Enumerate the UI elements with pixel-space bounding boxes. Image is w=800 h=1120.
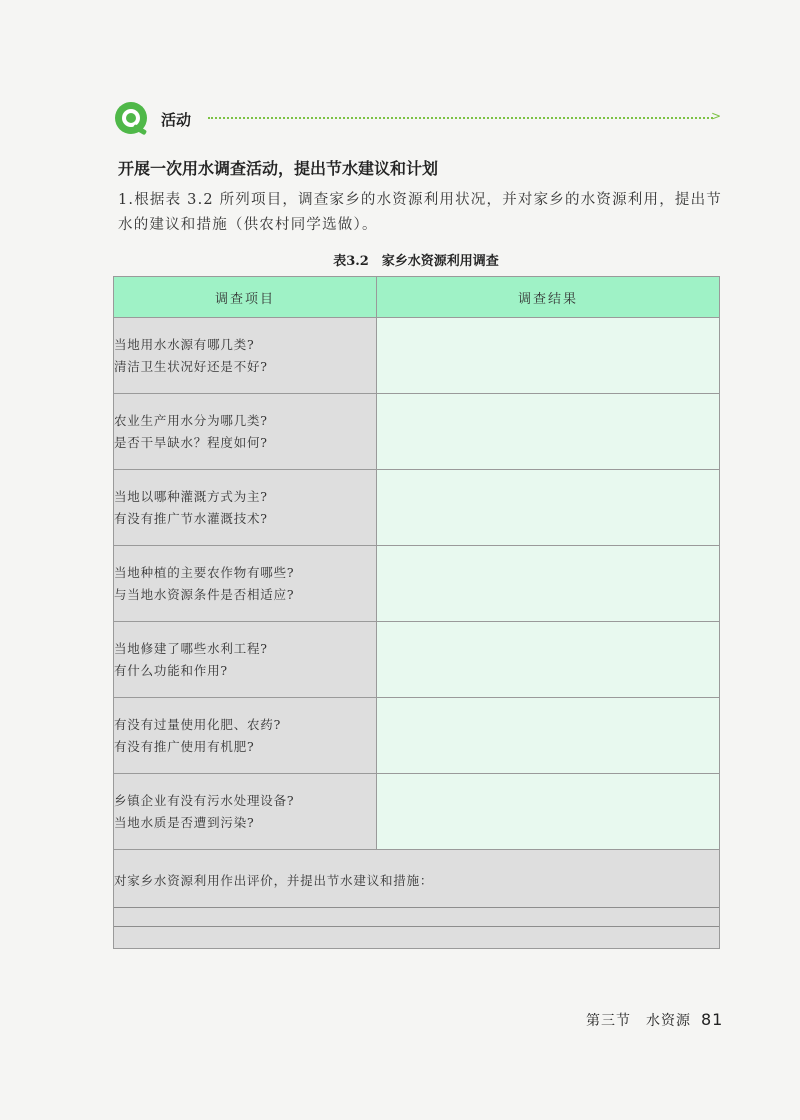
page-footer bbox=[586, 1010, 723, 1030]
survey-question: 当地种植的主要农作物有哪些? bbox=[114, 564, 295, 580]
survey-item-cell bbox=[114, 394, 377, 470]
table-row bbox=[114, 698, 720, 774]
survey-question: 与当地水资源条件是否相适应? bbox=[114, 586, 295, 602]
arrow-right-icon: > bbox=[711, 109, 722, 123]
survey-result-cell[interactable] bbox=[377, 546, 720, 622]
survey-question: 当地修建了哪些水利工程? bbox=[114, 640, 268, 656]
table-row bbox=[114, 470, 720, 546]
survey-item-cell bbox=[114, 546, 377, 622]
survey-item-cell bbox=[114, 318, 377, 394]
survey-result-cell[interactable] bbox=[377, 698, 720, 774]
survey-question: 当地水质是否遭到污染? bbox=[114, 814, 255, 830]
table-row bbox=[114, 622, 720, 698]
intro-paragraph: 1.根据表 3.2 所列项目，调查家乡的水资源利用状况，并对家乡的水资源利用，提出节水的建议和措施（供农村同学选做）。 bbox=[118, 192, 723, 233]
answer-line bbox=[114, 907, 719, 908]
table-row bbox=[114, 394, 720, 470]
survey-question: 乡镇企业有没有污水处理设备? bbox=[114, 792, 295, 808]
survey-question: 有没有过量使用化肥、农药? bbox=[114, 716, 282, 732]
survey-result-cell[interactable] bbox=[377, 318, 720, 394]
survey-question: 清洁卫生状况好还是不好? bbox=[114, 358, 268, 374]
header-survey-item: 调查项目 bbox=[114, 277, 377, 318]
table-row bbox=[114, 774, 720, 850]
survey-item-cell bbox=[114, 622, 377, 698]
survey-item-cell bbox=[114, 774, 377, 850]
survey-result-cell[interactable] bbox=[377, 470, 720, 546]
activity-label: 活动 bbox=[161, 111, 192, 129]
evaluation-prompt: 对家乡水资源利用作出评价，并提出节水建议和措施： bbox=[114, 873, 434, 888]
survey-question: 农业生产用水分为哪几类? bbox=[114, 412, 268, 428]
activity-dotted-rule bbox=[208, 117, 713, 119]
survey-question: 有没有推广使用有机肥? bbox=[114, 738, 255, 754]
survey-result-cell[interactable] bbox=[377, 394, 720, 470]
header-survey-result: 调查结果 bbox=[377, 277, 720, 318]
survey-question: 有没有推广节水灌溉技术? bbox=[114, 510, 268, 526]
table-header-row bbox=[114, 277, 720, 318]
survey-item-cell bbox=[114, 470, 377, 546]
page-number: 81 bbox=[701, 1010, 724, 1029]
survey-result-cell[interactable] bbox=[377, 622, 720, 698]
activity-heading: 开展一次用水调查活动，提出节水建议和计划 bbox=[118, 159, 439, 178]
answer-line bbox=[114, 926, 719, 927]
survey-item-cell bbox=[114, 698, 377, 774]
survey-question: 有什么功能和作用? bbox=[114, 662, 228, 678]
survey-result-cell[interactable] bbox=[377, 774, 720, 850]
activity-header bbox=[113, 100, 723, 136]
survey-table bbox=[113, 276, 720, 949]
evaluation-row bbox=[114, 850, 720, 949]
survey-question: 当地以哪种灌溉方式为主? bbox=[114, 488, 268, 504]
survey-question: 是否干旱缺水？程度如何? bbox=[114, 434, 268, 450]
table-row bbox=[114, 546, 720, 622]
table-row bbox=[114, 318, 720, 394]
activity-magnifier-icon bbox=[113, 100, 153, 136]
section-title: 第三节 水资源 bbox=[586, 1013, 691, 1029]
table-caption: 表3.2 家乡水资源利用调查 bbox=[333, 254, 499, 269]
survey-question: 当地用水水源有哪几类? bbox=[114, 336, 255, 352]
evaluation-cell[interactable] bbox=[114, 850, 720, 949]
